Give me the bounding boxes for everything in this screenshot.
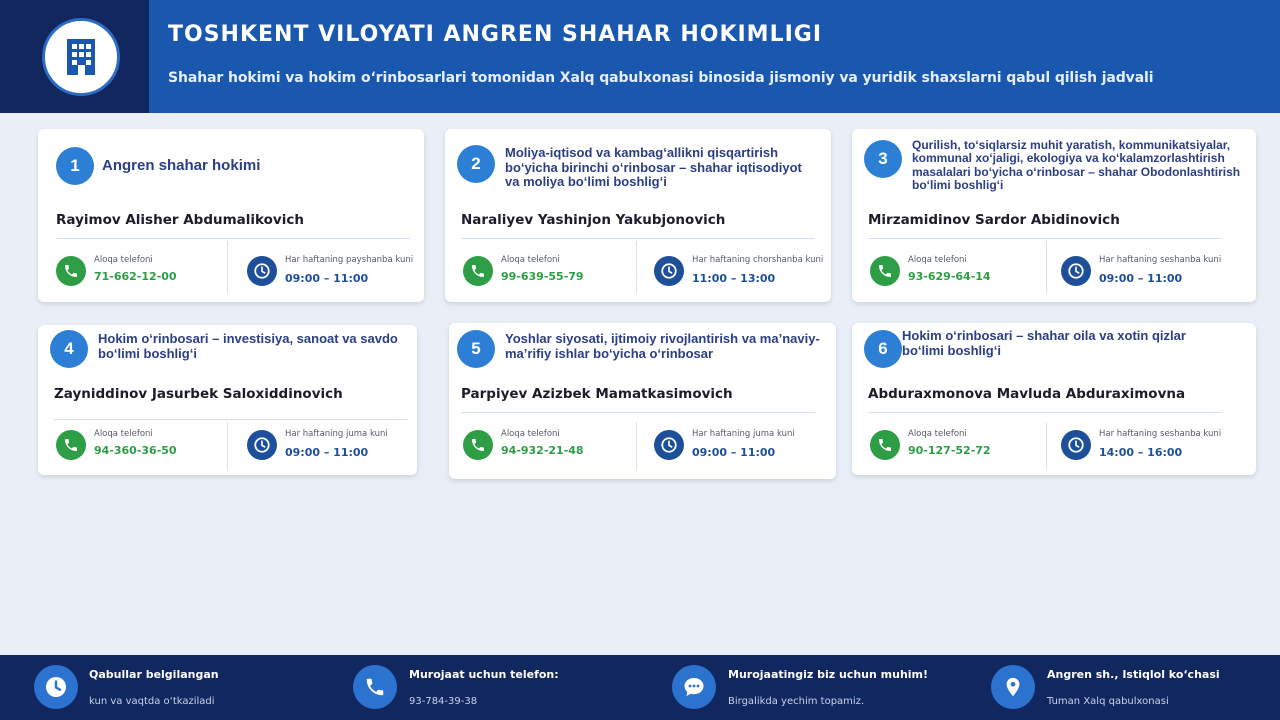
footer-clock-icon (34, 665, 78, 709)
card-number-badge: 1 (56, 147, 94, 185)
phone-icon (870, 430, 900, 460)
schedule-time: 14:00 – 16:00 (1099, 446, 1183, 459)
header (0, 0, 1280, 113)
logo (42, 18, 120, 96)
card-divider (461, 238, 815, 239)
card-divider-vertical (636, 422, 637, 470)
card-divider-vertical (1046, 422, 1047, 470)
phone-icon (463, 430, 493, 460)
phone-label: Aloqa telefoni (908, 255, 967, 265)
official-role: Qurilish, to‘siqlarsiz muhit yaratish, kommunikatsiyalar, kommunal xo‘jaligi, ekologiya va ko‘kalamzorlashtirish masalalari bo‘yicha o‘rinbosar – shahar Obodonlashtirish bo‘limi boshlig‘i (912, 138, 1241, 193)
phone-number[interactable]: 94-360-36-50 (94, 444, 177, 457)
card-divider (56, 238, 410, 239)
footer-title-phone: Murojaat uchun telefon: (409, 668, 559, 681)
official-name: Abduraxmonova Mavluda Abduraximovna (868, 386, 1186, 402)
schedule-time: 09:00 – 11:00 (1099, 272, 1183, 285)
card-number-badge: 6 (864, 330, 902, 368)
schedule-time: 09:00 – 11:00 (692, 446, 776, 459)
phone-label: Aloqa telefoni (908, 429, 967, 439)
footer-subtitle-message: Birgalikda yechim topamiz. (728, 696, 865, 707)
card-number-badge: 3 (864, 140, 902, 178)
card-divider-vertical (227, 241, 228, 293)
official-name: Mirzamidinov Sardor Abidinovich (868, 212, 1120, 228)
phone-number[interactable]: 90-127-52-72 (908, 444, 991, 457)
footer-location-pin-icon (991, 665, 1035, 709)
official-card-6 (852, 323, 1256, 475)
card-divider-vertical (1046, 241, 1047, 293)
phone-label: Aloqa telefoni (501, 255, 560, 265)
footer-phone-icon (353, 665, 397, 709)
official-name: Naraliyev Yashinjon Yakubjonovich (461, 212, 726, 228)
clock-icon (654, 430, 684, 460)
card-divider (868, 238, 1222, 239)
official-role: Hokim o‘rinbosari – investisiya, sanoat va savdo bo‘limi boshlig‘i (98, 331, 398, 361)
clock-icon (247, 430, 277, 460)
card-number-badge: 5 (457, 330, 495, 368)
phone-icon (870, 256, 900, 286)
official-name: Zayniddinov Jasurbek Saloxiddinovich (54, 386, 343, 402)
card-number-badge: 4 (50, 330, 88, 368)
schedule-label: Har haftaning juma kuni (692, 429, 795, 439)
schedule-time: 11:00 – 13:00 (692, 272, 776, 285)
clock-icon (1061, 256, 1091, 286)
schedule-label: Har haftaning seshanba kuni (1099, 429, 1222, 439)
card-divider-vertical (227, 422, 228, 470)
schedule-label: Har haftaning payshanba kuni (285, 255, 414, 265)
header-logo-panel (0, 0, 149, 113)
footer-hotline-number[interactable]: 93-784-39-38 (409, 696, 478, 707)
official-card-5 (449, 323, 836, 479)
official-name: Rayimov Alisher Abdumalikovich (56, 212, 304, 228)
phone-icon (56, 256, 86, 286)
card-divider (54, 419, 408, 420)
official-card-3 (852, 129, 1256, 302)
phone-label: Aloqa telefoni (94, 429, 153, 439)
clock-icon (654, 256, 684, 286)
footer-chat-icon (672, 665, 716, 709)
footer-title-message: Murojaatingiz biz uchun muhim! (728, 668, 929, 681)
schedule-label: Har haftaning seshanba kuni (1099, 255, 1222, 265)
official-card-1 (38, 129, 424, 302)
phone-number[interactable]: 71-662-12-00 (94, 270, 177, 283)
card-divider (868, 412, 1222, 413)
clock-icon (1061, 430, 1091, 460)
building-icon (63, 37, 99, 77)
schedule-time: 09:00 – 11:00 (285, 272, 369, 285)
schedule-time: 09:00 – 11:00 (285, 446, 369, 459)
page-title: TOSHKENT VILOYATI ANGREN SHAHAR HOKIMLIGI (168, 22, 823, 47)
card-divider-vertical (636, 241, 637, 293)
schedule-label: Har haftaning chorshanba kuni (692, 255, 824, 265)
official-card-2 (445, 129, 831, 302)
footer-title-address: Angren sh., Istiqlol ko‘chasi (1047, 668, 1220, 681)
clock-icon (247, 256, 277, 286)
card-divider (461, 412, 815, 413)
official-role: Angren shahar hokimi (102, 157, 261, 174)
official-role: Moliya-iqtisod va kambag‘allikni qisqartirish bo‘yicha birinchi o‘rinbosar – shahar iqtisodiyot va moliya bo‘limi boshlig‘i (505, 145, 802, 190)
page-subtitle: Shahar hokimi va hokim o‘rinbosarlari tomonidan Xalq qabulxonasi binosida jismoniy va yuridik shaxslarni qabul qilish jadvali (168, 70, 1154, 86)
official-card-4 (38, 325, 417, 475)
official-name: Parpiyev Azizbek Mamatkasimovich (461, 386, 733, 402)
footer-subtitle-schedule: kun va vaqtda o‘tkaziladi (89, 696, 215, 707)
card-number-badge: 2 (457, 145, 495, 183)
official-role: Yoshlar siyosati, ijtimoiy rivojlantirish va ma’naviy-ma’rifiy ishlar bo‘yicha o‘rinbosar (505, 331, 820, 361)
phone-icon (56, 430, 86, 460)
phone-label: Aloqa telefoni (501, 429, 560, 439)
phone-icon (463, 256, 493, 286)
phone-label: Aloqa telefoni (94, 255, 153, 265)
footer-title-schedule: Qabullar belgilangan (89, 668, 219, 681)
footer-subtitle-address: Tuman Xalq qabulxonasi (1047, 696, 1169, 707)
phone-number[interactable]: 99-639-55-79 (501, 270, 584, 283)
phone-number[interactable]: 93-629-64-14 (908, 270, 991, 283)
footer (0, 655, 1280, 720)
schedule-label: Har haftaning juma kuni (285, 429, 388, 439)
phone-number[interactable]: 94-932-21-48 (501, 444, 584, 457)
official-role: Hokim o‘rinbosari – shahar oila va xotin qizlar bo‘limi boshlig‘i (902, 328, 1186, 358)
